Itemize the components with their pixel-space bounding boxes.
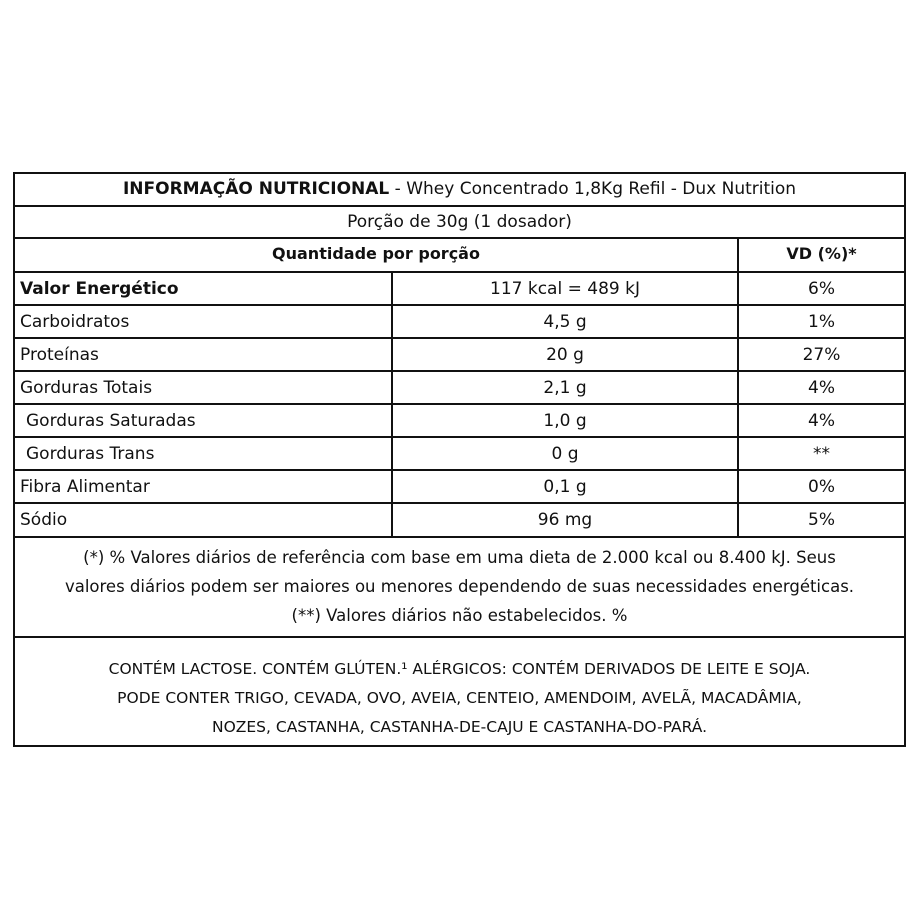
nutrient-amount: 2,1 g xyxy=(391,372,737,403)
nutrient-amount: 20 g xyxy=(391,339,737,370)
table-row xyxy=(15,273,904,306)
allergen-line: PODE CONTER TRIGO, CEVADA, OVO, AVEIA, CENTEIO, AMENDOIM, AVELÃ, MACADÂMIA, xyxy=(117,689,802,707)
nutrient-name: Proteínas xyxy=(20,345,99,365)
allergen-line: NOZES, CASTANHA, CASTANHA-DE-CAJU E CASTANHA-DO-PARÁ. xyxy=(211,718,708,736)
allergen-warning xyxy=(15,638,904,745)
column-header-row xyxy=(15,239,904,273)
nutrient-vd: 0% xyxy=(737,471,904,502)
footnote-line: (*) % Valores diários de referência com base em uma dieta de 2.000 kcal ou 8.400 kJ. Seus xyxy=(83,548,836,567)
vd-header: VD (%)* xyxy=(737,239,904,271)
nutrient-vd: 4% xyxy=(737,405,904,436)
nutrient-name: Gorduras Trans xyxy=(26,444,155,464)
nutrient-amount: 0,1 g xyxy=(391,471,737,502)
footnote-line: valores diários podem ser maiores ou menores dependendo de suas necessidades energéticas. xyxy=(64,577,855,596)
nutrient-vd: ** xyxy=(737,438,904,469)
table-row xyxy=(15,438,904,471)
nutrient-vd: 1% xyxy=(737,306,904,337)
nutrient-vd: 4% xyxy=(737,372,904,403)
nutrient-amount: 0 g xyxy=(391,438,737,469)
nutrient-vd: 5% xyxy=(737,504,904,536)
title-product: - Whey Concentrado 1,8Kg Refil - Dux Nutrition xyxy=(389,179,797,199)
nutrient-vd: 6% xyxy=(737,273,904,304)
table-row xyxy=(15,504,904,538)
table-row xyxy=(15,372,904,405)
nutrient-name: Carboidratos xyxy=(20,312,130,332)
nutrient-vd: 27% xyxy=(737,339,904,370)
table-title xyxy=(15,174,904,207)
nutrient-amount: 96 mg xyxy=(391,504,737,536)
nutrient-amount: 4,5 g xyxy=(391,306,737,337)
daily-value-footnote xyxy=(15,538,904,638)
quantity-header: Quantidade por porção xyxy=(272,244,480,263)
nutrient-name: Gorduras Totais xyxy=(20,378,153,398)
table-row xyxy=(15,405,904,438)
table-row xyxy=(15,339,904,372)
nutrient-name: Gorduras Saturadas xyxy=(26,411,196,431)
nutrient-amount: 1,0 g xyxy=(391,405,737,436)
nutrient-amount: 117 kcal = 489 kJ xyxy=(391,273,737,304)
table-row xyxy=(15,306,904,339)
title-bold: INFORMAÇÃO NUTRICIONAL xyxy=(122,179,390,199)
table-row xyxy=(15,471,904,504)
nutrition-facts-table xyxy=(13,172,906,747)
portion-size xyxy=(15,207,904,239)
nutrient-name: Sódio xyxy=(20,510,68,530)
portion-text: Porção de 30g (1 dosador) xyxy=(347,212,572,232)
footnote-line: (**) Valores diários não estabelecidos. % xyxy=(291,606,628,625)
nutrient-name: Fibra Alimentar xyxy=(20,477,150,497)
allergen-line: CONTÉM LACTOSE. CONTÉM GLÚTEN.¹ ALÉRGICOS: CONTÉM DERIVADOS DE LEITE E SOJA. xyxy=(108,660,811,678)
nutrient-name: Valor Energético xyxy=(20,279,179,299)
